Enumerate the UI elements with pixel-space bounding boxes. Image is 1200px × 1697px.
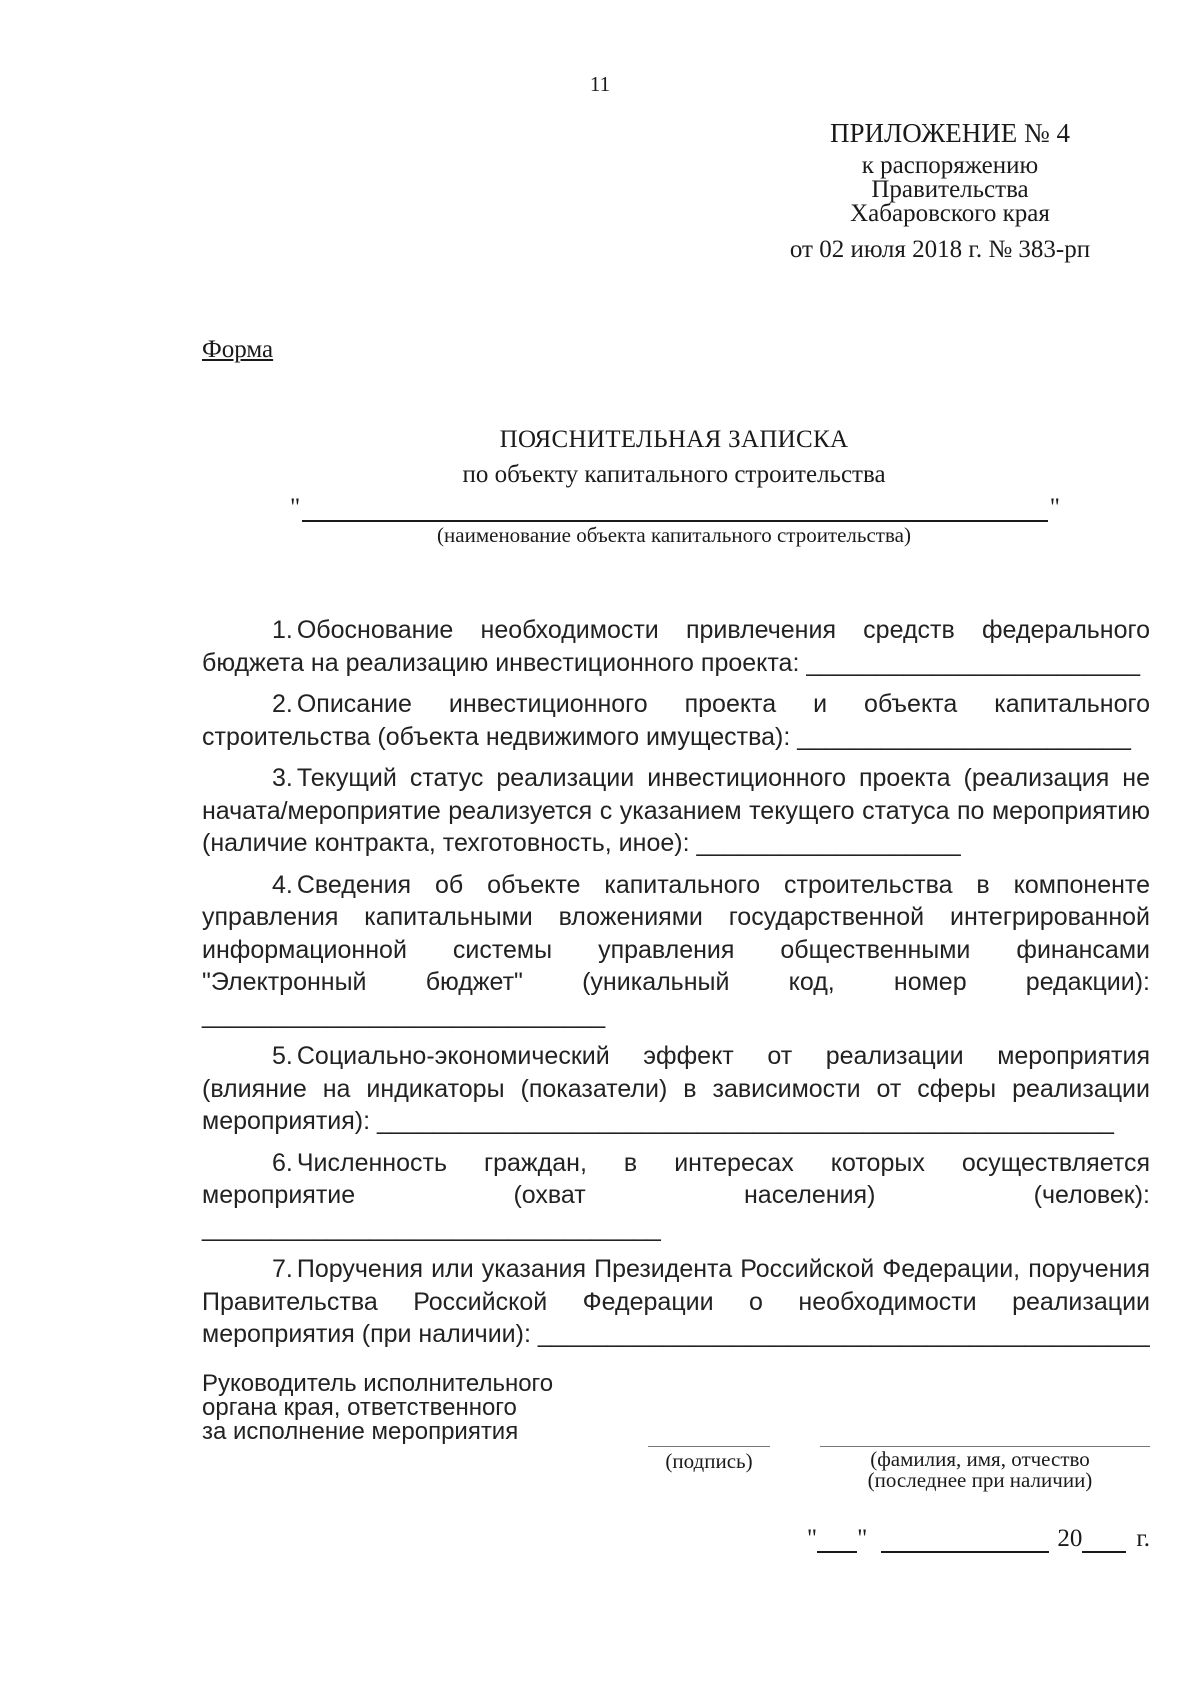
document-subtitle: по объекту капитального строительства (462, 461, 886, 488)
item-text: Социально-экономический эффект от реализации мероприятия (влияние на индикаторы (показатели) в зависимости от сферы реализации мероприятия): _____________________________________________________ (202, 1042, 1150, 1135)
object-name-rule (302, 520, 1048, 522)
item-text: Численность граждан, в интересах которых осуществляется мероприятие (охват населения) (человек): _________________________________ (202, 1148, 1150, 1242)
form-label: Форма (202, 336, 274, 363)
item-number: 4. (272, 870, 293, 899)
year-prefix: 20 (1057, 1525, 1083, 1552)
signatory-title (202, 1372, 553, 1444)
list-item (202, 1040, 1150, 1138)
month-blank (881, 1529, 1049, 1553)
list-item (202, 688, 1150, 753)
quote-open: " (290, 494, 301, 521)
page-number: 11 (589, 72, 611, 96)
item-number: 6. (272, 1148, 293, 1177)
full-name-caption-line-2: (последнее при наличии) (867, 1468, 1093, 1492)
day-blank (817, 1529, 857, 1553)
signatory-line-1: Руководитель исполнительного (202, 1370, 554, 1397)
item-number: 3. (272, 764, 293, 792)
appendix-line-2: Правительства (871, 176, 1029, 203)
items-list (202, 614, 1150, 1360)
list-item (202, 1147, 1150, 1245)
item-number: 1. (272, 616, 293, 644)
signatory-line-3: за исполнение мероприятия (202, 1418, 519, 1445)
full-name-caption-line-1: (фамилия, имя, отчество (870, 1447, 1090, 1471)
object-name-caption: (наименование объекта капитального строительства) (437, 523, 911, 547)
item-number: 7. (272, 1255, 293, 1283)
signature-line (648, 1446, 770, 1447)
item-text: Сведения об объекте капитального строительства в компоненте управления капитальными вложениями государственной интегрированной информационной системы управления общественными финансами "Электронный бюджет" (уникальный код, номер редакции): _____________________________ (202, 870, 1150, 1029)
item-number: 5. (272, 1042, 293, 1070)
list-item (202, 869, 1150, 1032)
object-name-field (290, 494, 1060, 524)
full-name-caption (830, 1449, 1130, 1491)
list-item (202, 1253, 1150, 1351)
document-title: ПОЯСНИТЕЛЬНАЯ ЗАПИСКА (499, 426, 849, 453)
signature-caption: (подпись) (665, 1449, 753, 1473)
date-line (800, 1525, 1150, 1553)
item-text: Описание инвестиционного проекта и объекта капитального строительства (объекта недвижимого имущества): ________________________ (202, 690, 1150, 751)
date-quote-open: " (806, 1525, 818, 1552)
appendix-date-number: от 02 июля 2018 г. № 383-рп (789, 236, 1091, 263)
appendix-line-3: Хабаровского края (850, 200, 1050, 227)
item-text: Текущий статус реализации инвестиционного проекта (реализация не начата/мероприятие реализуется с указанием текущего статуса по мероприятию (наличие контракта, техготовность, иное): ___________________ (202, 764, 1150, 857)
item-text: Поручения или указания Президента Российской Федерации, поручения Правительства Российской Федерации о необходимости реализации мероприятия (при наличии): ____________________________________________ (202, 1255, 1150, 1348)
appendix-header (780, 118, 1200, 264)
quote-close: " (1049, 494, 1060, 521)
year-suffix: г. (1136, 1525, 1150, 1552)
date-quote-close: " (857, 1525, 868, 1552)
list-item (202, 762, 1150, 860)
appendix-title: ПРИЛОЖЕНИЕ № 4 (829, 118, 1071, 148)
appendix-line-1: к распоряжению (861, 152, 1039, 179)
list-item (202, 614, 1150, 679)
item-number: 2. (272, 690, 293, 718)
signatory-line-2: органа края, ответственного (202, 1394, 517, 1421)
year-blank (1082, 1529, 1126, 1553)
item-text: Обоснование необходимости привлечения средств федерального бюджета на реализацию инвестиционного проекта: ________________________ (202, 616, 1150, 677)
